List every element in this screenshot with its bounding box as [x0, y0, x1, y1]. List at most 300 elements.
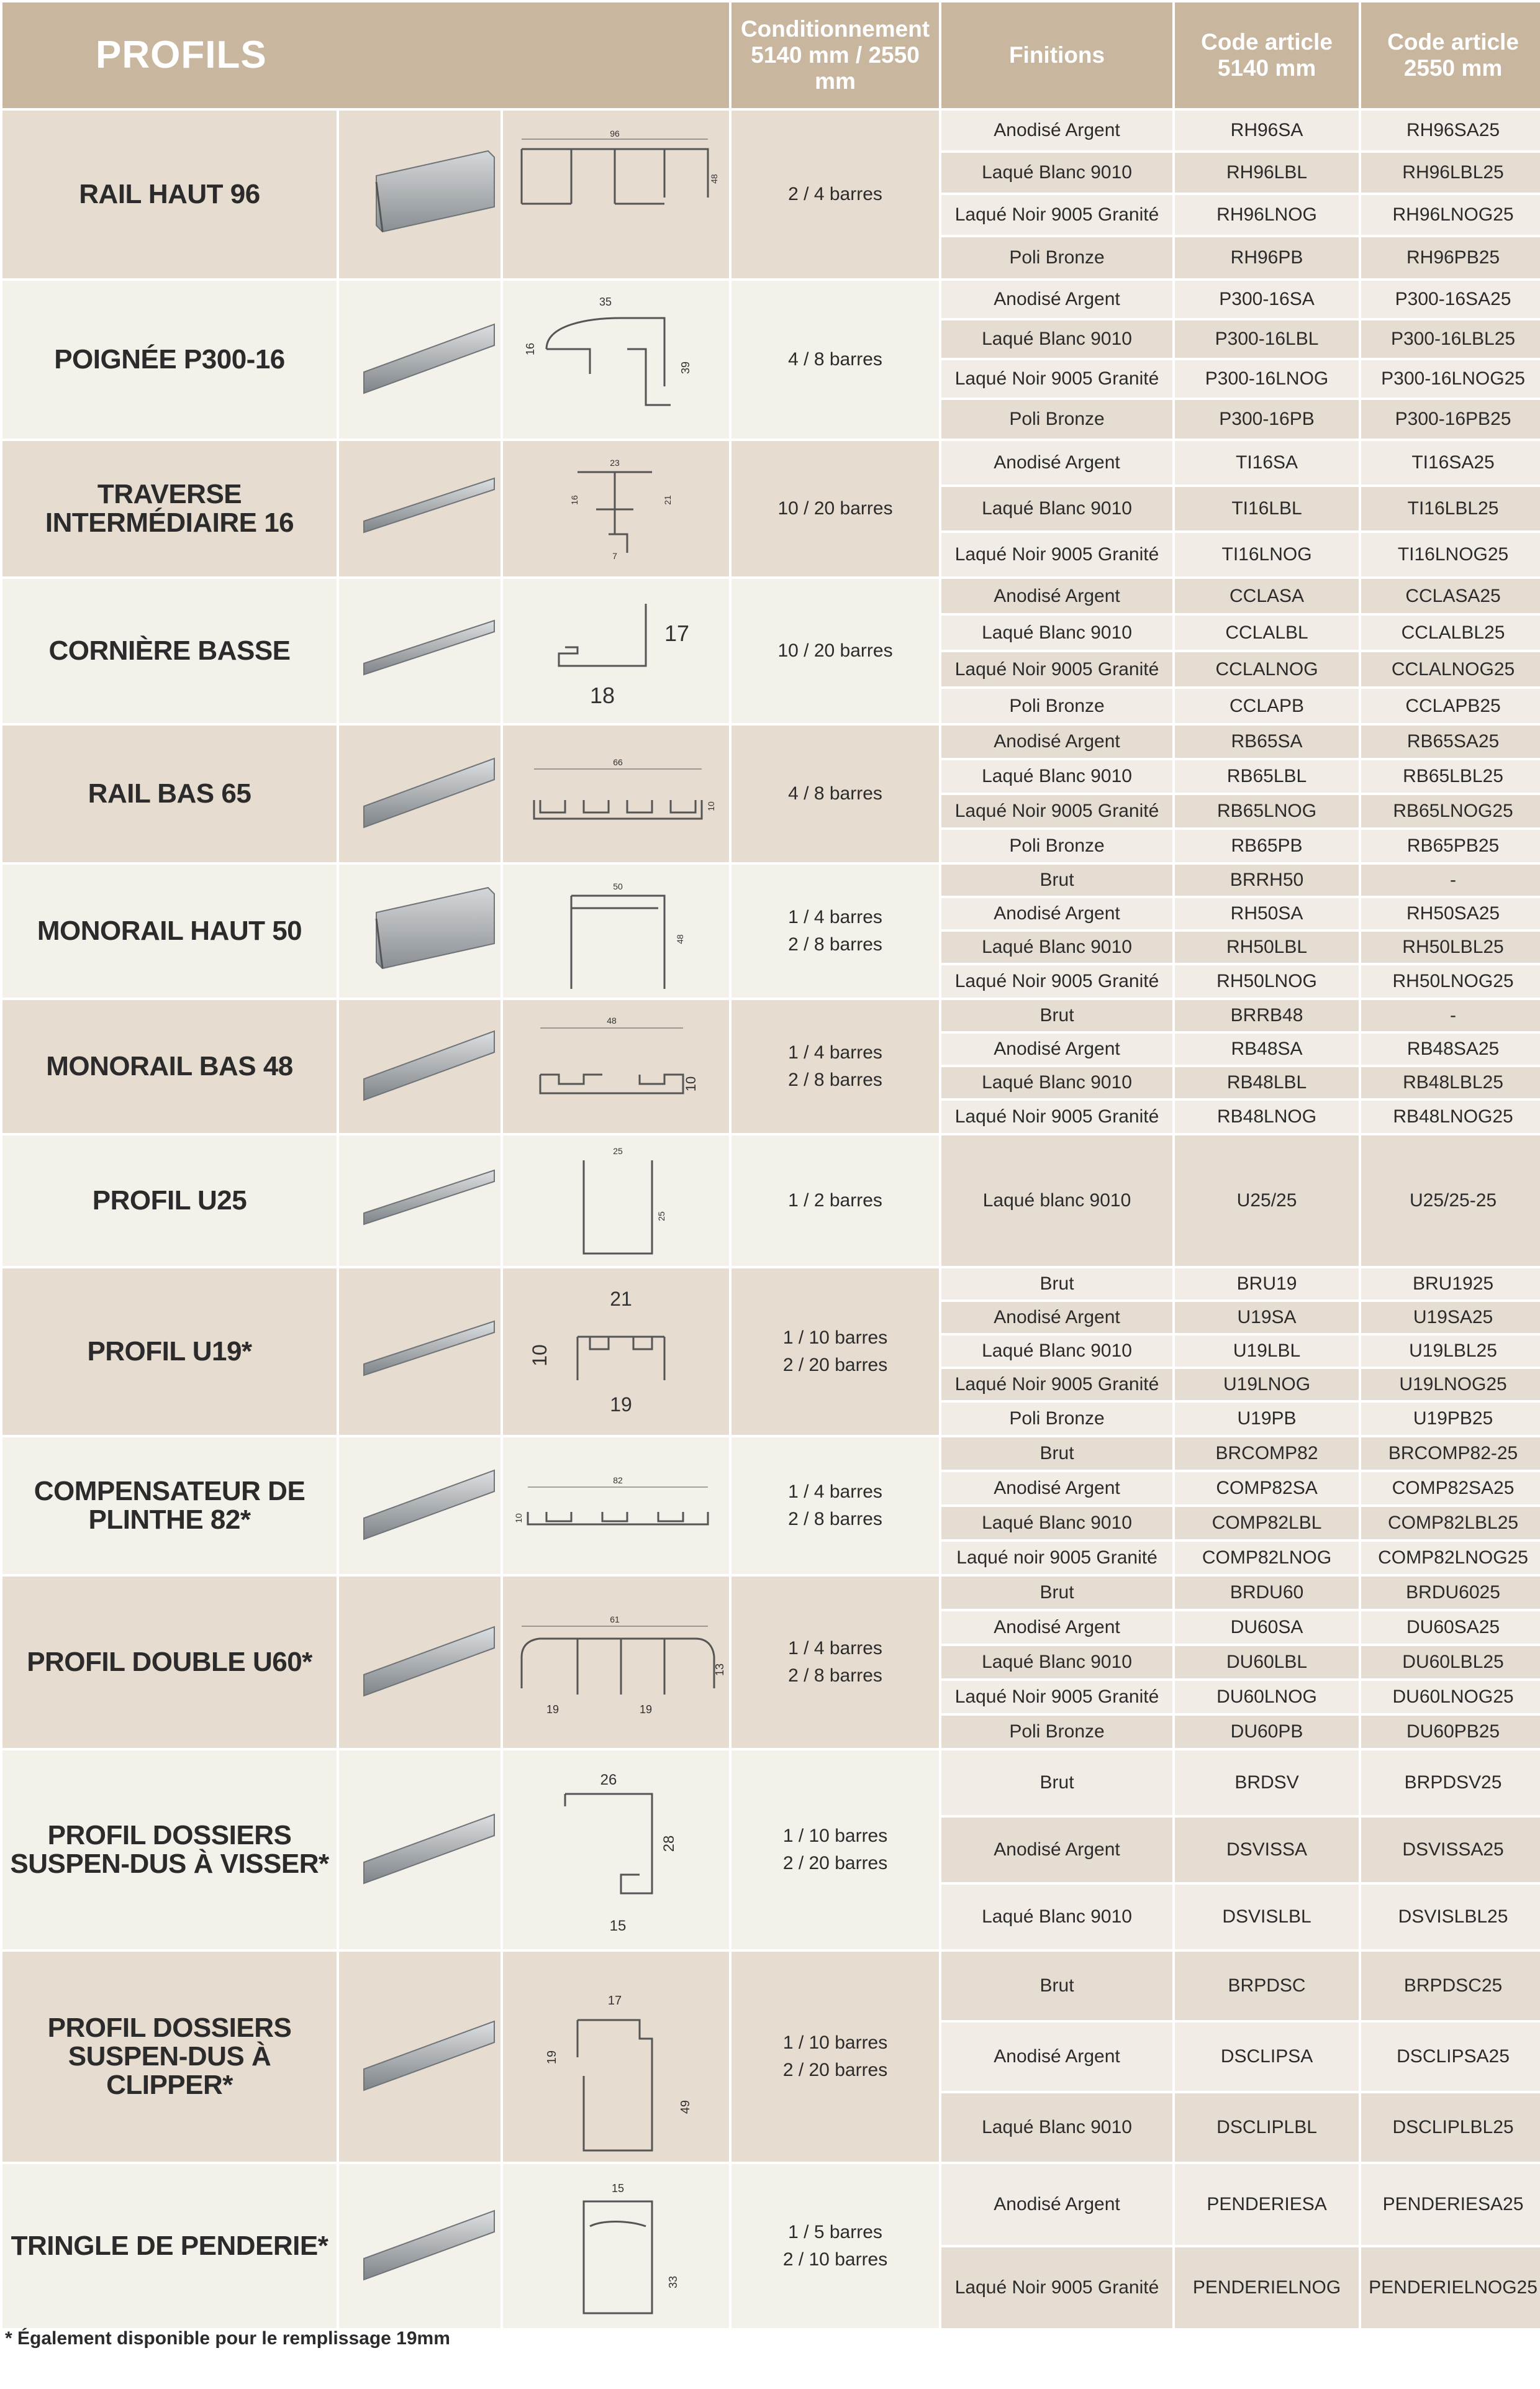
code-2550-cell: P300-16SA25	[1361, 281, 1540, 318]
conditionnement-line: 4 / 8 barres	[788, 783, 882, 804]
header-code-2550: Code article 2550 mm	[1361, 2, 1540, 108]
technical-drawing-svg	[503, 111, 729, 278]
header-row	[2, 2, 1540, 108]
code-2550-cell: PENDERIESA25	[1361, 2164, 1540, 2245]
svg-text:10: 10	[683, 1076, 699, 1092]
conditionnement-line: 1 / 5 barres	[788, 2222, 882, 2243]
finition-cell: Anodisé Argent	[941, 281, 1172, 318]
code-2550-cell: TI16LBL25	[1361, 487, 1540, 530]
finition-cell: Anodisé Argent	[941, 1472, 1172, 1504]
svg-text:21: 21	[663, 495, 673, 505]
profile-name: PROFIL U19*	[2, 1268, 337, 1435]
finition-cell: Laqué Noir 9005 Granité	[941, 1681, 1172, 1713]
profile-name: MONORAIL BAS 48	[2, 1000, 337, 1133]
finition-cell: Laqué Blanc 9010	[941, 1646, 1172, 1678]
profile-photo-svg	[339, 1600, 500, 1724]
code-5140-cell: RB48SA	[1175, 1034, 1359, 1065]
profile-name: PROFIL U25	[2, 1135, 337, 1266]
table-row	[2, 865, 1540, 896]
finition-cell: Poli Bronze	[941, 1716, 1172, 1748]
conditionnement	[732, 2164, 939, 2328]
code-2550-cell: -	[1361, 1000, 1540, 1031]
code-2550-cell: RB65PB25	[1361, 830, 1540, 862]
profile-name: TRAVERSE INTERMÉDIAIRE 16	[2, 441, 337, 576]
rail-bas-65-drawing	[503, 726, 729, 862]
technical-drawing-svg	[503, 1952, 729, 2162]
code-2550-cell: RH96SA25	[1361, 111, 1540, 150]
profile-photo-svg	[339, 1788, 500, 1912]
code-5140-cell: P300-16LNOG	[1175, 360, 1359, 398]
technical-drawing-svg	[503, 1000, 729, 1133]
code-2550-cell: TI16LNOG25	[1361, 533, 1540, 576]
profile-name: RAIL BAS 65	[2, 726, 337, 862]
finition-cell: Anodisé Argent	[941, 2023, 1172, 2091]
conditionnement-line: 2 / 8 barres	[788, 1509, 882, 1530]
code-5140-cell: DSVISLBL	[1175, 1885, 1359, 1949]
finition-cell: Anodisé Argent	[941, 441, 1172, 485]
finition-cell: Poli Bronze	[941, 1403, 1172, 1435]
finition-cell: Laqué Noir 9005 Granité	[941, 195, 1172, 235]
technical-drawing-svg	[503, 281, 729, 439]
code-5140-cell: RH50SA	[1175, 898, 1359, 929]
code-2550-cell: BRCOMP82-25	[1361, 1437, 1540, 1470]
svg-text:13: 13	[713, 1663, 727, 1677]
svg-text:18: 18	[589, 683, 615, 709]
conditionnement-line: 2 / 8 barres	[788, 934, 882, 955]
poignee-p300-drawing	[503, 281, 729, 439]
conditionnement-line: 2 / 20 barres	[782, 1355, 888, 1376]
code-5140-cell: PENDERIESA	[1175, 2164, 1359, 2245]
code-5140-cell: P300-16SA	[1175, 281, 1359, 318]
finition-cell: Laqué Blanc 9010	[941, 1507, 1172, 1539]
code-2550-cell: CCLALNOG25	[1361, 652, 1540, 686]
rail-haut-96-drawing	[503, 111, 729, 278]
code-2550-cell: DSVISSA25	[1361, 1818, 1540, 1882]
finition-cell: Anodisé Argent	[941, 1034, 1172, 1065]
svg-text:25: 25	[656, 1211, 667, 1221]
technical-drawing-svg	[503, 1437, 729, 1574]
code-5140-cell: RH50LNOG	[1175, 965, 1359, 998]
conditionnement-line: 2 / 8 barres	[788, 1665, 882, 1686]
technical-drawing-svg	[503, 1268, 729, 1435]
technical-drawing-svg	[503, 726, 729, 862]
profile-photo-svg	[339, 447, 500, 571]
conditionnement-line: 1 / 4 barres	[788, 907, 882, 928]
finition-cell: Anodisé Argent	[941, 1611, 1172, 1644]
finition-cell: Laqué Noir 9005 Granité	[941, 1101, 1172, 1133]
profile-name: PROFIL DOSSIERS SUSPEN-DUS À CLIPPER*	[2, 1952, 337, 2162]
code-2550-cell: DU60LNOG25	[1361, 1681, 1540, 1713]
code-5140-cell: U19SA	[1175, 1302, 1359, 1333]
svg-text:21: 21	[610, 1288, 632, 1311]
code-2550-cell: RB65LNOG25	[1361, 795, 1540, 827]
code-2550-cell: COMP82SA25	[1361, 1472, 1540, 1504]
profile-photo-svg	[339, 1004, 500, 1129]
code-5140-cell: PENDERIELNOG	[1175, 2247, 1359, 2328]
svg-text:61: 61	[610, 1614, 620, 1625]
table-row	[2, 111, 1540, 150]
code-5140-cell: CCLALBL	[1175, 616, 1359, 650]
code-5140-cell: BRCOMP82	[1175, 1437, 1359, 1470]
profile-photo	[339, 2164, 500, 2328]
table-row	[2, 1135, 1540, 1266]
table-row	[2, 1437, 1540, 1470]
svg-text:23: 23	[610, 458, 620, 468]
profile-photo-svg	[339, 869, 500, 993]
tringle-drawing	[503, 2164, 729, 2328]
profile-name: TRINGLE DE PENDERIE*	[2, 2164, 337, 2328]
code-5140-cell: BRRB48	[1175, 1000, 1359, 1031]
conditionnement-line: 1 / 4 barres	[788, 1042, 882, 1063]
code-5140-cell: BRDU60	[1175, 1577, 1359, 1609]
profile-name: PROFIL DOUBLE U60*	[2, 1577, 337, 1748]
profile-photo	[339, 1135, 500, 1266]
svg-text:16: 16	[524, 343, 537, 356]
header-profils: PROFILS	[2, 2, 729, 108]
finition-cell: Laqué Blanc 9010	[941, 760, 1172, 793]
finition-cell: Brut	[941, 1577, 1172, 1609]
profile-photo-svg	[339, 589, 500, 713]
conditionnement	[732, 1135, 939, 1266]
code-5140-cell: CCLALNOG	[1175, 652, 1359, 686]
svg-text:48: 48	[709, 174, 720, 184]
finition-cell: Laqué noir 9005 Granité	[941, 1542, 1172, 1574]
finition-cell: Anodisé Argent	[941, 1302, 1172, 1333]
code-2550-cell: DSCLIPLBL25	[1361, 2093, 1540, 2162]
code-5140-cell: DSCLIPLBL	[1175, 2093, 1359, 2162]
conditionnement-line: 1 / 4 barres	[788, 1638, 882, 1659]
code-5140-cell: TI16LBL	[1175, 487, 1359, 530]
conditionnement-line: 2 / 20 barres	[782, 1853, 888, 1874]
finition-cell: Laqué Blanc 9010	[941, 1067, 1172, 1098]
code-5140-cell: BRPDSC	[1175, 1952, 1359, 2020]
profile-name: RAIL HAUT 96	[2, 111, 337, 278]
code-2550-cell: P300-16LNOG25	[1361, 360, 1540, 398]
svg-text:33: 33	[667, 2276, 680, 2289]
profile-photo	[339, 281, 500, 439]
code-2550-cell: PENDERIELNOG25	[1361, 2247, 1540, 2328]
code-5140-cell: CCLAPB	[1175, 689, 1359, 723]
table-body	[2, 111, 1540, 2328]
code-2550-cell: DSVISLBL25	[1361, 1885, 1540, 1949]
finition-cell: Anodisé Argent	[941, 579, 1172, 613]
code-2550-cell: U19LNOG25	[1361, 1369, 1540, 1400]
code-5140-cell: DU60PB	[1175, 1716, 1359, 1748]
code-2550-cell: U19LBL25	[1361, 1336, 1540, 1367]
technical-drawing-svg	[503, 579, 729, 723]
monorail-bas-drawing	[503, 1000, 729, 1133]
code-2550-cell: U25/25-25	[1361, 1135, 1540, 1266]
svg-text:19: 19	[546, 1703, 559, 1716]
table-row	[2, 579, 1540, 613]
code-5140-cell: RH50LBL	[1175, 932, 1359, 963]
corniere-drawing	[503, 579, 729, 723]
finition-cell: Laqué Noir 9005 Granité	[941, 795, 1172, 827]
conditionnement	[732, 865, 939, 998]
code-2550-cell: P300-16LBL25	[1361, 321, 1540, 358]
code-2550-cell: BRPDSC25	[1361, 1952, 1540, 2020]
finition-cell: Brut	[941, 1437, 1172, 1470]
technical-drawing-svg	[503, 441, 729, 576]
code-2550-cell: COMP82LNOG25	[1361, 1542, 1540, 1574]
conditionnement-line: 1 / 4 barres	[788, 1481, 882, 1503]
profile-photo-svg	[339, 298, 500, 422]
code-5140-cell: RH96PB	[1175, 237, 1359, 278]
profil-u19-drawing	[503, 1268, 729, 1435]
conditionnement	[732, 1437, 939, 1574]
code-2550-cell: RB65LBL25	[1361, 760, 1540, 793]
code-5140-cell: P300-16LBL	[1175, 321, 1359, 358]
code-5140-cell: BRU19	[1175, 1268, 1359, 1299]
code-5140-cell: BRDSV	[1175, 1750, 1359, 1815]
profile-photo	[339, 579, 500, 723]
code-5140-cell: BRRH50	[1175, 865, 1359, 896]
finition-cell: Poli Bronze	[941, 237, 1172, 278]
profile-name: CORNIÈRE BASSE	[2, 579, 337, 723]
code-2550-cell: RH50LNOG25	[1361, 965, 1540, 998]
svg-text:49: 49	[679, 2100, 693, 2114]
code-5140-cell: U19PB	[1175, 1403, 1359, 1435]
code-2550-cell: RH96PB25	[1361, 237, 1540, 278]
code-2550-cell: DU60PB25	[1361, 1716, 1540, 1748]
profile-photo	[339, 1268, 500, 1435]
header-code-5140: Code article 5140 mm	[1175, 2, 1359, 108]
profile-name: PROFIL DOSSIERS SUSPEN-DUS À VISSER*	[2, 1750, 337, 1949]
conditionnement	[732, 1268, 939, 1435]
code-2550-cell: RB48LNOG25	[1361, 1101, 1540, 1133]
svg-text:66: 66	[613, 757, 623, 768]
finition-cell: Anodisé Argent	[941, 111, 1172, 150]
code-5140-cell: DU60LBL	[1175, 1646, 1359, 1678]
finition-cell: Laqué Noir 9005 Granité	[941, 533, 1172, 576]
code-5140-cell: RB48LNOG	[1175, 1101, 1359, 1133]
code-2550-cell: COMP82LBL25	[1361, 1507, 1540, 1539]
conditionnement-line: 4 / 8 barres	[788, 349, 882, 370]
finition-cell: Laqué Blanc 9010	[941, 321, 1172, 358]
conditionnement-line: 1 / 10 barres	[782, 2032, 888, 2054]
finition-cell: Laqué Blanc 9010	[941, 616, 1172, 650]
conditionnement-line: 1 / 2 barres	[788, 1190, 882, 1211]
svg-text:35: 35	[599, 296, 612, 309]
code-5140-cell: P300-16PB	[1175, 400, 1359, 439]
profile-name: MONORAIL HAUT 50	[2, 865, 337, 998]
code-2550-cell: CCLASA25	[1361, 579, 1540, 613]
svg-text:82: 82	[613, 1475, 623, 1486]
finition-cell: Laqué Blanc 9010	[941, 1885, 1172, 1949]
profile-photo	[339, 865, 500, 998]
monorail-haut-drawing	[503, 865, 729, 998]
code-2550-cell: DU60LBL25	[1361, 1646, 1540, 1678]
profil-u25-drawing	[503, 1135, 729, 1266]
code-5140-cell: RH96LNOG	[1175, 195, 1359, 235]
finition-cell: Brut	[941, 1952, 1172, 2020]
code-2550-cell: -	[1361, 865, 1540, 896]
code-2550-cell: U19SA25	[1361, 1302, 1540, 1333]
code-2550-cell: RB65SA25	[1361, 726, 1540, 758]
code-2550-cell: RH96LNOG25	[1361, 195, 1540, 235]
code-5140-cell: U19LNOG	[1175, 1369, 1359, 1400]
table-row	[2, 1577, 1540, 1609]
finition-cell: Anodisé Argent	[941, 898, 1172, 929]
finition-cell: Brut	[941, 1268, 1172, 1299]
code-2550-cell: BRU1925	[1361, 1268, 1540, 1299]
finition-cell: Laqué Blanc 9010	[941, 2093, 1172, 2162]
code-2550-cell: TI16SA25	[1361, 441, 1540, 485]
compensateur-drawing	[503, 1437, 729, 1574]
finition-cell: Laqué Noir 9005 Granité	[941, 965, 1172, 998]
conditionnement	[732, 1000, 939, 1133]
finition-cell: Laqué Noir 9005 Granité	[941, 1369, 1172, 1400]
svg-text:19: 19	[610, 1393, 632, 1416]
profile-photo	[339, 1952, 500, 2162]
traverse-drawing	[503, 441, 729, 576]
finition-cell: Laqué blanc 9010	[941, 1135, 1172, 1266]
table-row	[2, 2164, 1540, 2245]
code-5140-cell: U25/25	[1175, 1135, 1359, 1266]
dossiers-clipper-drawing	[503, 1952, 729, 2162]
code-5140-cell: DSCLIPSA	[1175, 2023, 1359, 2091]
profile-name: POIGNÉE P300-16	[2, 281, 337, 439]
svg-text:7: 7	[612, 551, 617, 562]
profile-photo	[339, 1437, 500, 1574]
code-5140-cell: CCLASA	[1175, 579, 1359, 613]
profile-photo-svg	[339, 1444, 500, 1568]
table-row	[2, 1268, 1540, 1299]
svg-text:10: 10	[514, 1513, 524, 1523]
finition-cell: Poli Bronze	[941, 689, 1172, 723]
profile-photo	[339, 1000, 500, 1133]
double-u60-drawing	[503, 1577, 729, 1748]
finition-cell: Brut	[941, 865, 1172, 896]
technical-drawing-svg	[503, 1135, 729, 1266]
profile-photo-svg	[339, 132, 500, 257]
conditionnement-line: 2 / 4 barres	[788, 184, 882, 204]
code-2550-cell: BRPDSV25	[1361, 1750, 1540, 1815]
code-2550-cell: CCLALBL25	[1361, 616, 1540, 650]
svg-text:15: 15	[612, 2182, 625, 2195]
conditionnement-line: 2 / 10 barres	[782, 2249, 888, 2270]
header-conditionnement: Conditionnement 5140 mm / 2550 mm	[732, 2, 939, 108]
svg-text:96: 96	[610, 129, 620, 139]
finition-cell: Brut	[941, 1750, 1172, 1815]
finition-cell: Anodisé Argent	[941, 1818, 1172, 1882]
svg-text:19: 19	[640, 1703, 653, 1716]
conditionnement-line: 2 / 20 barres	[782, 2060, 888, 2081]
code-5140-cell: DSVISSA	[1175, 1818, 1359, 1882]
code-5140-cell: COMP82LNOG	[1175, 1542, 1359, 1574]
svg-text:26: 26	[600, 1772, 617, 1789]
code-5140-cell: DU60SA	[1175, 1611, 1359, 1644]
svg-text:10: 10	[528, 1344, 551, 1367]
code-2550-cell: RH50LBL25	[1361, 932, 1540, 963]
code-2550-cell: DU60SA25	[1361, 1611, 1540, 1644]
table-row	[2, 441, 1540, 485]
code-2550-cell: RH50SA25	[1361, 898, 1540, 929]
conditionnement-line: 1 / 10 barres	[782, 1826, 888, 1847]
conditionnement	[732, 281, 939, 439]
svg-text:25: 25	[613, 1146, 623, 1157]
finition-cell: Laqué Noir 9005 Granité	[941, 2247, 1172, 2328]
conditionnement	[732, 1952, 939, 2162]
finition-cell: Laqué Blanc 9010	[941, 153, 1172, 193]
conditionnement-line: 10 / 20 barres	[777, 640, 893, 662]
code-2550-cell: P300-16PB25	[1361, 400, 1540, 439]
code-5140-cell: DU60LNOG	[1175, 1681, 1359, 1713]
svg-text:15: 15	[609, 1918, 627, 1935]
conditionnement	[732, 1577, 939, 1748]
svg-text:48: 48	[607, 1016, 617, 1026]
finition-cell: Laqué Blanc 9010	[941, 487, 1172, 530]
code-5140-cell: RH96LBL	[1175, 153, 1359, 193]
profile-photo	[339, 1577, 500, 1748]
code-5140-cell: RH96SA	[1175, 111, 1359, 150]
code-5140-cell: U19LBL	[1175, 1336, 1359, 1367]
table-row	[2, 1000, 1540, 1031]
finition-cell: Laqué Noir 9005 Granité	[941, 360, 1172, 398]
svg-text:48: 48	[675, 934, 686, 944]
code-5140-cell: RB65LBL	[1175, 760, 1359, 793]
code-5140-cell: RB48LBL	[1175, 1067, 1359, 1098]
finition-cell: Laqué Blanc 9010	[941, 932, 1172, 963]
finition-cell: Anodisé Argent	[941, 2164, 1172, 2245]
code-2550-cell: RB48SA25	[1361, 1034, 1540, 1065]
conditionnement	[732, 441, 939, 576]
table-row	[2, 1750, 1540, 1815]
finition-cell: Laqué Noir 9005 Granité	[941, 652, 1172, 686]
profile-name: COMPENSATEUR DE PLINTHE 82*	[2, 1437, 337, 1574]
svg-text:17: 17	[664, 621, 690, 647]
technical-drawing-svg	[503, 865, 729, 998]
conditionnement	[732, 726, 939, 862]
finition-cell: Brut	[941, 1000, 1172, 1031]
svg-text:50: 50	[613, 881, 623, 892]
finition-cell: Poli Bronze	[941, 830, 1172, 862]
svg-text:16: 16	[569, 495, 580, 505]
table-row	[2, 281, 1540, 318]
profile-photo	[339, 1750, 500, 1949]
finition-cell: Poli Bronze	[941, 400, 1172, 439]
code-5140-cell: COMP82SA	[1175, 1472, 1359, 1504]
header-finitions: Finitions	[941, 2, 1172, 108]
code-2550-cell: RB48LBL25	[1361, 1067, 1540, 1098]
code-2550-cell: CCLAPB25	[1361, 689, 1540, 723]
code-5140-cell: TI16SA	[1175, 441, 1359, 485]
code-5140-cell: COMP82LBL	[1175, 1507, 1359, 1539]
profile-photo	[339, 111, 500, 278]
conditionnement-line: 10 / 20 barres	[777, 498, 893, 519]
finition-cell: Laqué Blanc 9010	[941, 1336, 1172, 1367]
code-5140-cell: TI16LNOG	[1175, 533, 1359, 576]
table-row	[2, 1952, 1540, 2020]
technical-drawing-svg	[503, 1750, 729, 1949]
profile-photo-svg	[339, 1139, 500, 1263]
profile-photo-svg	[339, 1995, 500, 2119]
technical-drawing-svg	[503, 2164, 729, 2328]
conditionnement-line: 2 / 8 barres	[788, 1070, 882, 1091]
code-5140-cell: RB65LNOG	[1175, 795, 1359, 827]
profile-photo-svg	[339, 732, 500, 856]
code-2550-cell: BRDU6025	[1361, 1577, 1540, 1609]
profile-photo-svg	[339, 2184, 500, 2308]
profile-photo	[339, 441, 500, 576]
profile-photo-svg	[339, 1290, 500, 1414]
svg-text:10: 10	[706, 801, 717, 811]
footnote: * Également disponible pour le remplissage 19mm	[5, 2328, 450, 2349]
finition-cell: Anodisé Argent	[941, 726, 1172, 758]
code-5140-cell: RB65SA	[1175, 726, 1359, 758]
technical-drawing-svg	[503, 1577, 729, 1748]
conditionnement-line: 1 / 10 barres	[782, 1327, 888, 1349]
